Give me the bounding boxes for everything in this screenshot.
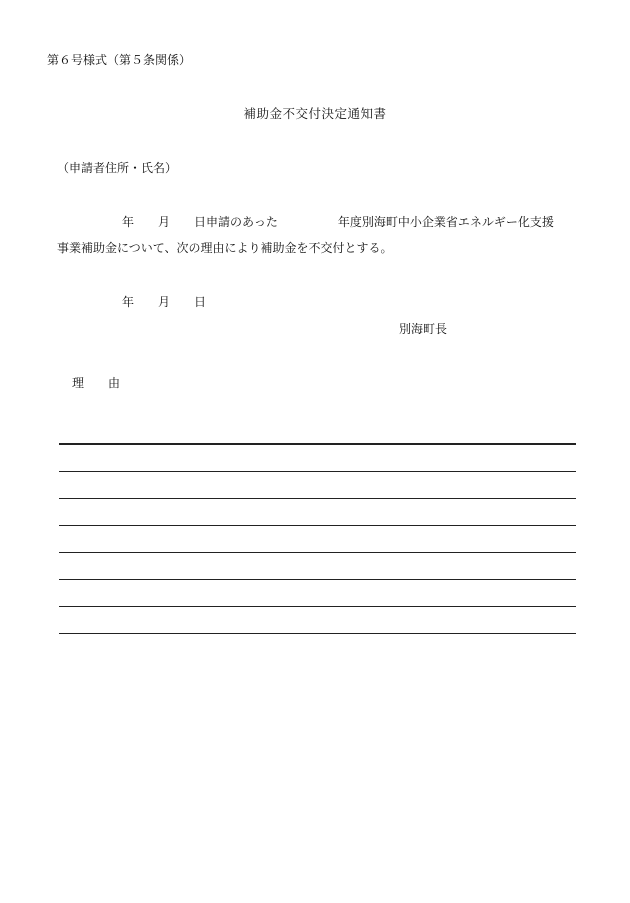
- reason-line-2: [59, 444, 576, 471]
- applicant-address-name: （申請者住所・氏名）: [57, 161, 178, 175]
- reason-line-5: [59, 525, 576, 552]
- reason-line-4: [59, 498, 576, 525]
- reason-line-6: [59, 552, 576, 579]
- notice-date: 年 月 日: [122, 295, 207, 309]
- form-number: 第６号様式（第５条関係）: [47, 53, 192, 67]
- reason-line-7: [59, 579, 576, 606]
- reason-label: 理 由: [72, 376, 121, 390]
- reason-line-3: [59, 471, 576, 498]
- reason-writing-lines: [59, 443, 576, 660]
- notice-body-line-2: 事業補助金について、次の理由により補助金を不交付とする。: [57, 241, 393, 255]
- notice-body-line-1: 年 月 日申請のあった 年度別海町中小企業省エネルギー化支援: [122, 215, 554, 229]
- reason-line-9: [59, 633, 576, 660]
- reason-line-8: [59, 606, 576, 633]
- document-title: 補助金不交付決定通知書: [243, 106, 387, 121]
- issuer-mayor: 別海町長: [399, 322, 448, 336]
